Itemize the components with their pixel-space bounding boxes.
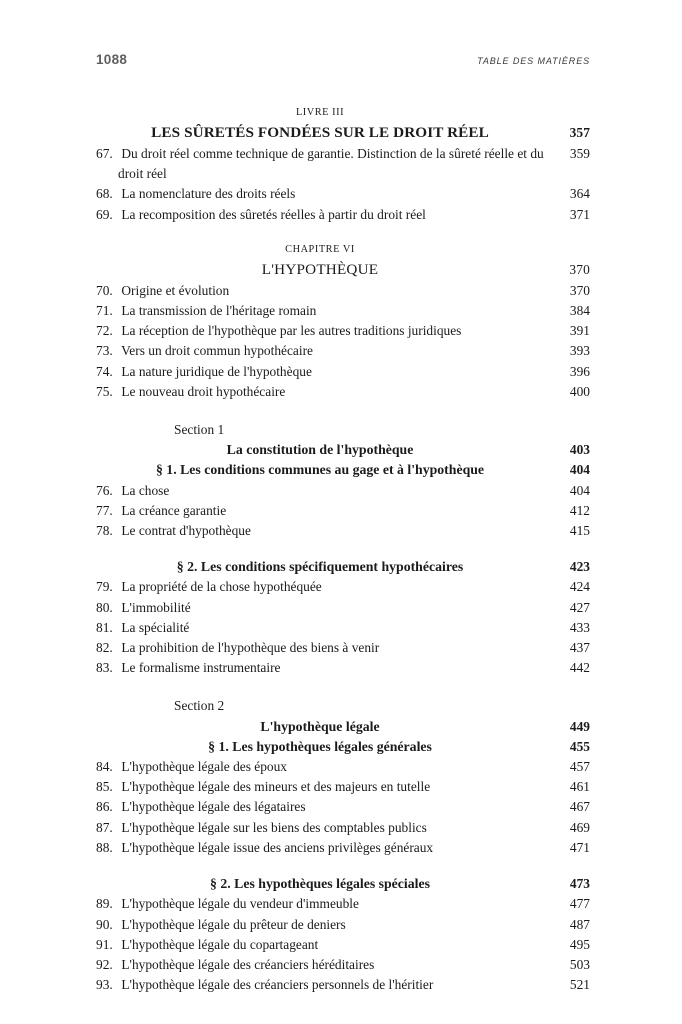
entry-number: 76. — [96, 482, 113, 498]
entry-page-number: 437 — [569, 640, 590, 656]
section-title-row — [96, 440, 590, 460]
section-title: La constitution de l'hypothèque — [226, 442, 414, 458]
section-kicker: Section 2 — [174, 698, 225, 714]
toc-entry-label — [96, 638, 544, 658]
entry-title: La chose — [118, 482, 170, 498]
entry-number: 72. — [96, 323, 113, 339]
toc-entry — [96, 281, 590, 301]
paragraph-title-row-label — [96, 737, 544, 757]
entry-number: 79. — [96, 579, 113, 595]
paragraph-title-row — [96, 874, 590, 894]
entry-number: 74. — [96, 363, 113, 379]
toc-entry — [96, 341, 590, 361]
entry-number: 89. — [96, 896, 113, 912]
toc-entry-label — [96, 618, 544, 638]
paragraph-title: § 2. Les conditions spécifiquement hypothécaires — [176, 559, 464, 575]
toc-entry-label — [96, 362, 544, 382]
entry-title: L'hypothèque légale des créanciers héréditaires — [118, 956, 375, 972]
toc-entry — [96, 838, 590, 858]
toc-entry — [96, 481, 590, 501]
entry-number: 67. — [96, 146, 113, 161]
entry-title: L'hypothèque légale des légataires — [118, 799, 306, 815]
entry-title: Le contrat d'hypothèque — [118, 523, 251, 539]
section-kicker: Section 1 — [174, 422, 225, 438]
toc-entry — [96, 797, 590, 817]
paragraph-title-row-label — [96, 460, 544, 480]
toc-entry — [96, 577, 590, 597]
entry-title: L'hypothèque légale issue des anciens privilèges généraux — [118, 839, 434, 855]
entry-title: La spécialité — [118, 619, 190, 635]
toc-entry — [96, 777, 590, 797]
paragraph-title-row — [96, 557, 590, 577]
entry-page-number: 364 — [569, 186, 590, 202]
toc-entry — [96, 618, 590, 638]
toc-entry — [96, 205, 590, 225]
section-title: L'hypothèque légale — [260, 718, 380, 734]
entry-number: 70. — [96, 282, 113, 298]
entry-number: 92. — [96, 956, 113, 972]
division-title-row — [96, 122, 590, 144]
toc-entry — [96, 658, 590, 678]
entry-number: 68. — [96, 186, 113, 202]
section-page-number: 403 — [569, 442, 590, 458]
entry-title: L'hypothèque légale sur les biens des comptables publics — [118, 819, 427, 835]
entry-page-number: 521 — [569, 977, 590, 993]
paragraph-title: § 1. Les hypothèques légales générales — [208, 738, 432, 754]
toc-entry-label — [96, 577, 544, 597]
entry-number: 83. — [96, 660, 113, 676]
entry-title: L'hypothèque légale du copartageant — [118, 936, 319, 952]
toc-entry-label — [96, 658, 544, 678]
toc-entry-label — [96, 521, 544, 541]
section-title-row — [96, 717, 590, 737]
division-title-row-label — [96, 122, 544, 144]
paragraph-page-number: 455 — [569, 738, 590, 754]
toc-entry-label — [96, 818, 544, 838]
entry-title: Le nouveau droit hypothécaire — [118, 383, 286, 399]
running-head — [96, 52, 590, 72]
toc-entry-label — [96, 757, 544, 777]
entry-page-number: 467 — [569, 799, 590, 815]
paragraph-page-number: 423 — [569, 559, 590, 575]
entry-title: L'hypothèque légale du prêteur de deniers — [118, 916, 346, 932]
page-folio: 1088 — [96, 52, 128, 67]
toc-entry-group — [96, 894, 590, 995]
entry-page-number: 415 — [569, 523, 590, 539]
entry-page-number: 433 — [569, 619, 590, 635]
entry-title: L'hypothèque légale des époux — [118, 759, 287, 775]
entry-number: 73. — [96, 343, 113, 359]
toc-entry-group — [96, 577, 590, 678]
section-page-number: 449 — [569, 718, 590, 734]
entry-title: L'immobilité — [118, 599, 191, 615]
entry-page-number: 370 — [569, 282, 590, 298]
entry-title: Vers un droit commun hypothécaire — [118, 343, 313, 359]
toc-entry-label — [96, 955, 544, 975]
entry-page-number: 396 — [569, 363, 590, 379]
entry-title: La propriété de la chose hypothéquée — [118, 579, 322, 595]
paragraph-page-number: 473 — [569, 876, 590, 892]
chapter-title-row — [96, 259, 590, 281]
toc-entry-label — [96, 975, 544, 995]
toc-entry-label — [96, 598, 544, 618]
toc-entry — [96, 382, 590, 402]
toc-entry-label — [96, 301, 544, 321]
paragraph-title: § 2. Les hypothèques légales spéciales — [210, 876, 430, 892]
entry-number: 78. — [96, 523, 113, 539]
toc-entry — [96, 757, 590, 777]
entry-page-number: 503 — [569, 956, 590, 972]
section-heading — [96, 420, 590, 460]
paragraph-title-row-label — [96, 874, 544, 894]
section-title-row-label — [96, 717, 544, 737]
toc-entry — [96, 818, 590, 838]
toc-entry — [96, 301, 590, 321]
entry-number: 69. — [96, 206, 113, 222]
entry-number: 77. — [96, 502, 113, 518]
toc-entry — [96, 975, 590, 995]
entry-title: La nature juridique de l'hypothèque — [118, 363, 312, 379]
toc-entry-label — [96, 281, 544, 301]
entry-title: La nomenclature des droits réels — [118, 186, 296, 202]
entry-page-number: 391 — [569, 323, 590, 339]
toc-entry — [96, 915, 590, 935]
toc-entry-label — [96, 184, 544, 204]
entry-number: 86. — [96, 799, 113, 815]
paragraph-title-row — [96, 737, 590, 757]
toc-entry-label — [96, 341, 544, 361]
entry-number: 91. — [96, 936, 113, 952]
entry-page-number: 404 — [569, 482, 590, 498]
toc-entry-label — [96, 321, 544, 341]
entry-page-number: 469 — [569, 819, 590, 835]
entry-page-number: 400 — [569, 383, 590, 399]
entry-page-number: 495 — [569, 936, 590, 952]
entry-page-number: 487 — [569, 916, 590, 932]
running-head-title: TABLE DES MATIÈRES — [477, 56, 590, 66]
toc-entry — [96, 501, 590, 521]
division-kicker: LIVRE III — [295, 107, 345, 118]
toc-entry-label — [96, 797, 544, 817]
paragraph-heading — [96, 874, 590, 894]
entry-number: 71. — [96, 303, 113, 319]
paragraph-title: § 1. Les conditions communes au gage et à l'hypothèque — [155, 462, 485, 478]
entry-title: L'hypothèque légale des créanciers personnels de l'héritier — [118, 977, 434, 993]
toc-entry-label — [96, 144, 544, 184]
entry-page-number: 371 — [569, 206, 590, 222]
paragraph-heading — [96, 557, 590, 577]
paragraph-heading — [96, 737, 590, 757]
toc-entry-group — [96, 757, 590, 858]
chapter-kicker: CHAPITRE VI — [285, 243, 355, 255]
entry-number: 87. — [96, 819, 113, 835]
entry-title: L'hypothèque légale du vendeur d'immeuble — [118, 896, 359, 912]
toc-entry — [96, 521, 590, 541]
chapter-title-row-label — [96, 259, 544, 281]
entry-title: La transmission de l'héritage romain — [118, 303, 317, 319]
paragraph-heading — [96, 460, 590, 480]
entry-title: La recomposition des sûretés réelles à partir du droit réel — [118, 206, 426, 222]
division-page-number: 357 — [569, 125, 590, 140]
paragraph-title-row-label — [96, 557, 544, 577]
section-title-row-label — [96, 440, 544, 460]
toc-entry-label — [96, 838, 544, 858]
toc-entry — [96, 638, 590, 658]
chapter-heading — [96, 243, 590, 281]
entry-number: 84. — [96, 759, 113, 775]
toc-entry — [96, 598, 590, 618]
entry-title: La prohibition de l'hypothèque des biens à venir — [118, 640, 380, 656]
entry-number: 88. — [96, 839, 113, 855]
toc-entry — [96, 321, 590, 341]
entry-number: 85. — [96, 779, 113, 795]
entry-number: 93. — [96, 977, 113, 993]
toc-entry-label — [96, 205, 544, 225]
entry-page-number: 427 — [569, 599, 590, 615]
toc-entry — [96, 144, 590, 184]
entry-page-number: 471 — [569, 839, 590, 855]
division-heading — [96, 106, 590, 144]
entry-page-number: 384 — [569, 303, 590, 319]
toc-entry-label — [96, 481, 544, 501]
entry-title: Le formalisme instrumentaire — [118, 660, 281, 676]
entry-page-number: 442 — [569, 660, 590, 676]
entry-number: 80. — [96, 599, 113, 615]
entry-page-number: 359 — [569, 146, 590, 161]
toc-entry — [96, 935, 590, 955]
entry-number: 82. — [96, 640, 113, 656]
toc-entry — [96, 362, 590, 382]
chapter-page-number: 370 — [569, 261, 590, 277]
toc-entry — [96, 955, 590, 975]
entry-title: Du droit réel comme technique de garantie. Distinction de la sûreté réelle et du droit réel — [118, 146, 544, 182]
chapter-title: L'HYPOTHÈQUE — [261, 260, 379, 278]
entry-page-number: 393 — [569, 343, 590, 359]
toc-entry — [96, 894, 590, 914]
entry-title: Origine et évolution — [118, 282, 230, 298]
toc-entry-label — [96, 777, 544, 797]
paragraph-page-number: 404 — [569, 462, 590, 478]
entry-page-number: 412 — [569, 502, 590, 518]
toc-entry — [96, 184, 590, 204]
entry-title: L'hypothèque légale des mineurs et des majeurs en tutelle — [118, 779, 431, 795]
entry-title: La créance garantie — [118, 502, 227, 518]
toc-entry-label — [96, 935, 544, 955]
toc-entry-group — [96, 281, 590, 402]
entry-number: 75. — [96, 383, 113, 399]
toc-entry-label — [96, 894, 544, 914]
toc-entry-label — [96, 915, 544, 935]
entry-page-number: 477 — [569, 896, 590, 912]
entry-page-number: 461 — [569, 779, 590, 795]
entry-number: 81. — [96, 619, 113, 635]
table-of-contents — [96, 88, 590, 995]
entry-title: La réception de l'hypothèque par les autres traditions juridiques — [118, 323, 462, 339]
division-title: LES SÛRETÉS FONDÉES SUR LE DROIT RÉEL — [151, 124, 489, 141]
entry-number: 90. — [96, 916, 113, 932]
section-heading — [96, 696, 590, 736]
paragraph-title-row — [96, 460, 590, 480]
toc-entry-label — [96, 501, 544, 521]
toc-entry-label — [96, 382, 544, 402]
entry-page-number: 457 — [569, 759, 590, 775]
toc-entry-group — [96, 144, 590, 225]
toc-entry-group — [96, 481, 590, 542]
entry-page-number: 424 — [569, 579, 590, 595]
